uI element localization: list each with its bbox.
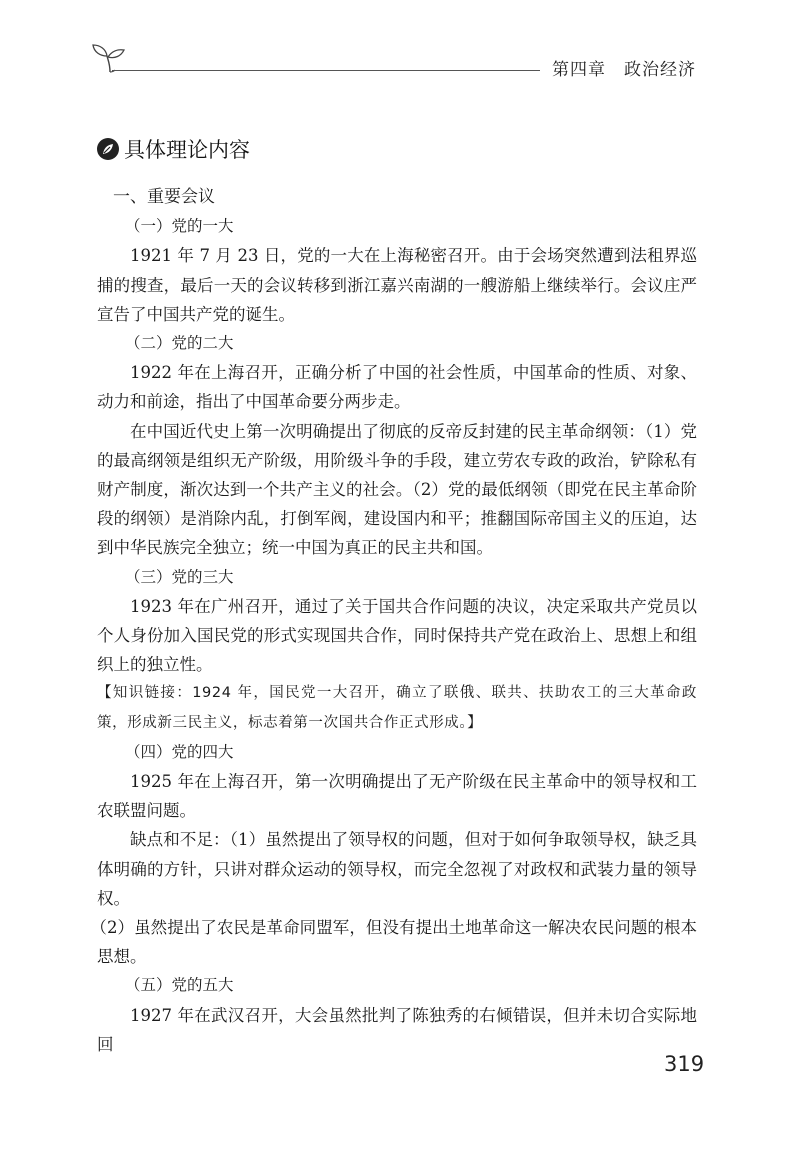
paragraph-shortcomings: 缺点和不足：（1）虽然提出了领导权的问题，但对于如何争取领导权，缺乏具体明确的方针，只讲对群众运动的领导权，而完全忽视了对政权和武装力量的领导权。: [97, 830, 697, 908]
heading-important-meetings: 一、重要会议: [113, 187, 215, 207]
paragraph-first-congress: 1921 年 7 月 23 日，党的一大在上海秘密召开。由于会场突然遭到法租界巡捕的搜查，最后一天的会议转移到浙江嘉兴南湖的一艘游船上继续举行。会议庄严宣告了中国共产党的诞生。: [97, 246, 697, 324]
paragraph-third-congress: 1923 年在广州召开，通过了关于国共合作问题的决议，决定采取共产党员以个人身份加入国民党的形式实现国共合作，同时保持共产党在政治上、思想上和组织上的独立性。: [97, 596, 697, 675]
subheading-second-congress: （二）党的二大: [125, 334, 234, 353]
subheading-fourth-congress: （四）党的四大: [125, 742, 234, 761]
subheading-fifth-congress: （五）党的五大: [125, 976, 234, 995]
section-title: [96, 134, 250, 164]
section-title-text: 具体理论内容: [124, 138, 250, 162]
paragraph-fifth-congress: 1927 年在武汉召开，大会虽然批判了陈独秀的右倾错误，但并未切合实际地回: [97, 1005, 697, 1054]
leaf-badge-icon: [96, 137, 120, 161]
subheading-first-congress: （一）党的一大: [125, 217, 234, 236]
paragraph-fourth-congress: 1925 年在上海召开，第一次明确提出了无产阶级在民主革命中的领导权和工农联盟问题。: [97, 772, 697, 821]
paragraph-second-congress: 1922 年在上海召开，正确分析了中国的社会性质，中国革命的性质、对象、动力和前途，指出了中国革命要分两步走。: [97, 363, 697, 412]
sprout-icon: [88, 40, 128, 74]
page-body: [90, 183, 697, 1059]
page-number: 319: [664, 1052, 705, 1076]
knowledge-link-note: 【知识链接：1924 年，国民党一大召开，确立了联俄、联共、扶助农工的三大革命政策，形成新三民主义，标志着第一次国共合作正式形成。】: [97, 685, 697, 731]
paragraph-program: 在中国近代史上第一次明确提出了彻底的反帝反封建的民主革命纲领：（1）党的最高纲领是组织无产阶级，用阶级斗争的手段，建立劳农专政的政治，铲除私有财产制度，渐次达到一个共产主义的社会。（2）党的最低纲领（即党在民主革命阶段的纲领）是消除内乱，打倒军阀，建设国内和平；推翻国际帝国主义的压迫，达到中华民族完全独立；统一中国为真正的民主共和国。: [97, 421, 697, 558]
header-rule: [112, 70, 540, 71]
subheading-third-congress: （三）党的三大: [125, 567, 234, 586]
chapter-header: 第四章 政治经济: [552, 60, 696, 80]
paragraph-shortcomings-2: （2）虽然提出了农民是革命同盟军，但没有提出土地革命这一解决农民问题的根本思想。: [90, 918, 697, 967]
